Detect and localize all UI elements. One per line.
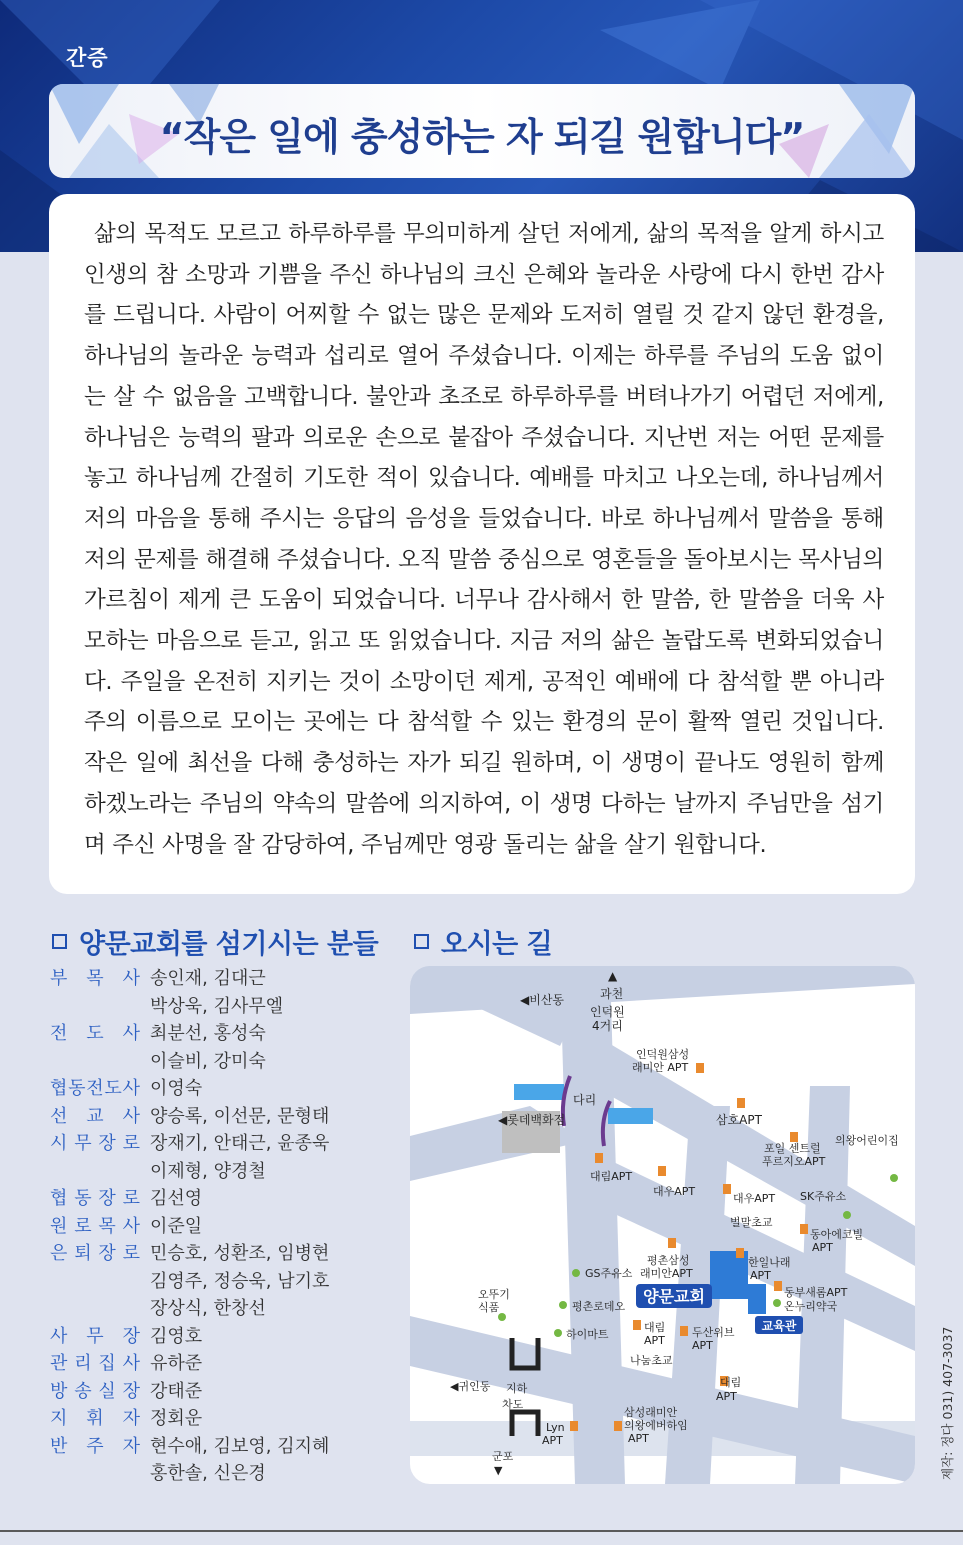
label-onnuri: 온누리약국 <box>784 1300 838 1313</box>
staff-row <box>50 1295 390 1323</box>
staff-role <box>50 1295 140 1323</box>
staff-role-char: 부 <box>50 968 68 989</box>
staff-names: 최분선, 홍성숙 <box>150 1023 266 1044</box>
staff-role-char: 방 <box>50 1380 68 1402</box>
staff-role-char: 지 <box>50 1408 68 1429</box>
staff-role-char: 동 <box>74 1188 92 1209</box>
label-foil-2: 푸르지오APT <box>762 1155 826 1168</box>
label-samho: 삼호APT <box>716 1113 762 1127</box>
label-pyeongchon-samsung-2: 래미안APT <box>640 1267 693 1280</box>
label-lyn: Lyn <box>546 1421 565 1434</box>
staff-role-char: 협 <box>50 1078 68 1099</box>
staff-row <box>50 1103 390 1131</box>
staff-heading <box>52 922 378 961</box>
staff-role-char: 사 <box>122 1353 140 1374</box>
staff-role <box>50 1185 140 1213</box>
staff-role-char: 원 <box>50 1215 68 1237</box>
staff-role <box>50 1405 140 1433</box>
staff-role <box>50 1158 140 1186</box>
label-gwacheon-arrow: ▲ <box>608 969 618 983</box>
staff-names: 민승호, 성환조, 임병현 <box>150 1243 330 1264</box>
staff-row <box>50 1075 390 1103</box>
staff-role <box>50 1433 140 1461</box>
staff-names: 강태준 <box>150 1380 203 1402</box>
label-gwiindong: ◀귀인동 <box>450 1380 491 1393</box>
staff-names: 김선영 <box>150 1188 203 1209</box>
staff-role-char: 리 <box>74 1353 92 1374</box>
staff-names: 이준일 <box>150 1215 203 1237</box>
staff-row <box>50 1240 390 1268</box>
label-daelim-1: 대림APT <box>590 1170 633 1183</box>
testimony-text: 삶의 목적도 모르고 하루하루를 무의미하게 살던 저에게, 삶의 목적을 알게 하시고 인생의 참 소망과 기쁨을 주신 하나님의 크신 은혜와 놀라운 사랑에 다시 한번 감사를 드립니다. 사람이 어찌할 수 없는 많은 문제와 도저히 열릴 것 같지 않던 환경을, 하나님의 놀라운 능력과 섭리로 열어 주셨습니다. 이제는 하루를 주님의 도움 없이는 살 수 없음을 고백합니다. 불안과 초조로 하루하루를 버텨나가기 어렵던 저에게, 하나님은 능력의 팔과 의로운 손으로 붙잡아 주셨습니다. 지난번 저는 어떤 문제를 놓고 하나님께 간절히 기도한 적이 있습니다. 예배를 마치고 나오는데, 하나님께서 저의 마음을 통해 주시는 응답의 음성을 들었습니다. 바로 하나님께서 말씀을 통해 저의 문제를 해결해 주셨습니다. 오직 말씀 중심으로 영혼들을 돌아보시는 목사님의 가르침이 제게 큰 도움이 되었습니다. 너무나 감사해서 한 말씀, 한 말씀을 더욱 사모하는 마음으로 듣고, 읽고 또 읽었습니다. 지금 저의 삶은 놀랍도록 변화되었습니다. 주일을 온전히 지키는 것이 소망이던 제게, 공적인 예배에 다 참석할 뿐 아니라 주의 이름으로 모이는 곳에는 다 참석할 수 있는 환경의 문이 활짝 열린 것입니다. 작은 일에 최선을 다해 충성하는 자가 되길 원하며, 이 생명이 끝나도 영원히 함께 하겠노라는 주님의 약속의 말씀에 의지하여, 이 생명 다하는 날까지 주님만을 섬기며 주신 사명을 잘 감당하여, 주님께만 영광 돌리는 삶을 살기 원합니다. <box>84 221 884 858</box>
label-bisandong: ◀비산동 <box>520 993 565 1007</box>
directions-heading <box>414 922 552 961</box>
education-label: 교육관 <box>761 1319 797 1333</box>
staff-role-char: 사 <box>122 1105 140 1127</box>
staff-names: 현수애, 김보영, 김지혜 <box>150 1435 330 1457</box>
label-pyeongchon-rodeo: 평촌로데오 <box>572 1300 626 1313</box>
label-indeogwon: 인덕원 <box>590 1005 625 1019</box>
staff-role <box>50 1460 140 1488</box>
staff-role-char: 전 <box>86 1078 104 1099</box>
label-daelim-3: 대림 <box>720 1376 742 1389</box>
label-hanil-2: APT <box>750 1269 771 1282</box>
square-bullet-icon <box>414 934 429 949</box>
staff-row <box>50 1350 390 1378</box>
staff-role-char: 집 <box>98 1353 116 1374</box>
staff-role <box>50 1020 140 1048</box>
staff-heading-text: 양문교회를 섬기시는 분들 <box>79 929 379 960</box>
staff-role-char: 자 <box>122 1435 140 1457</box>
label-underpass-2: 차도 <box>502 1398 524 1411</box>
staff-role-char: 로 <box>122 1133 140 1154</box>
label-doosan: 두산위브 <box>692 1326 735 1339</box>
staff-role-char: 동 <box>68 1078 86 1099</box>
staff-role-char: 도 <box>104 1078 122 1099</box>
staff-names: 장상식, 한창선 <box>150 1298 266 1319</box>
staff-role-char: 관 <box>50 1353 68 1374</box>
label-sk: SK주유소 <box>800 1190 847 1203</box>
label-daelim-2b: APT <box>644 1334 665 1347</box>
label-samsung-uiwang-2: 의왕에버하임 <box>624 1419 688 1432</box>
label-gwacheon: 과천 <box>600 987 624 1001</box>
label-beolmal: 벌말초교 <box>730 1216 773 1229</box>
staff-role-char: 장 <box>98 1188 116 1209</box>
staff-role-char: 주 <box>86 1435 104 1457</box>
testimony-card <box>49 194 915 894</box>
staff-role <box>50 1323 140 1351</box>
staff-names: 김영주, 정승욱, 남기호 <box>150 1270 330 1292</box>
staff-names: 장재기, 안태근, 윤종욱 <box>150 1133 330 1154</box>
label-ottogi-2: 식품 <box>478 1301 500 1314</box>
staff-role-char: 로 <box>74 1215 92 1237</box>
staff-role-char: 장 <box>122 1325 140 1347</box>
stream <box>514 1084 564 1100</box>
label-foil: 포일 센트럴 <box>764 1142 821 1155</box>
label-doosan-2: APT <box>692 1339 713 1352</box>
credit-text: 제작: 정다 031) 407-3037 <box>940 1326 955 1480</box>
staff-role-char: 도 <box>86 1023 104 1044</box>
section-tag: 간증 <box>66 46 109 70</box>
label-daewoo-1: 대우APT <box>653 1185 696 1198</box>
directions-heading-text: 오시는 길 <box>441 929 553 960</box>
staff-role <box>50 1130 140 1158</box>
staff-role <box>50 1350 140 1378</box>
staff-role-char: 무 <box>74 1133 92 1154</box>
staff-role-char: 사 <box>122 1215 140 1237</box>
staff-names: 홍한솔, 신은경 <box>150 1463 266 1484</box>
education-building <box>748 1284 766 1314</box>
label-lotte: ◀롯데백화점 <box>498 1113 566 1127</box>
staff-role-char: 전 <box>50 1023 68 1044</box>
label-indeogwon-2: 4거리 <box>592 1019 623 1033</box>
staff-role-char: 은 <box>50 1243 68 1264</box>
staff-role-char: 시 <box>50 1133 68 1154</box>
label-himart: 하이마트 <box>566 1328 609 1341</box>
staff-names: 정회운 <box>150 1408 203 1429</box>
label-naneum: 나눔초교 <box>630 1354 673 1367</box>
staff-role-char: 장 <box>122 1380 140 1402</box>
staff-role <box>50 1268 140 1296</box>
staff-row <box>50 1323 390 1351</box>
staff-role-char: 송 <box>74 1380 92 1402</box>
staff-role <box>50 1378 140 1406</box>
staff-row <box>50 1130 390 1158</box>
label-samsung-uiwang-3: APT <box>628 1432 649 1445</box>
staff-role <box>50 1103 140 1131</box>
staff-row <box>50 1405 390 1433</box>
staff-names: 박상욱, 김사무엘 <box>150 995 284 1017</box>
label-bridge: 다리 <box>573 1093 597 1107</box>
staff-role-char: 자 <box>122 1408 140 1429</box>
staff-role-char: 교 <box>86 1105 104 1127</box>
label-ottogi: 오뚜기 <box>478 1288 510 1301</box>
staff-row <box>50 1048 390 1076</box>
staff-role <box>50 1240 140 1268</box>
staff-role-char: 협 <box>50 1188 68 1209</box>
label-gunpo-arrow: ▼ <box>494 1464 503 1477</box>
staff-role-char: 사 <box>50 1325 68 1347</box>
staff-role-char: 선 <box>50 1105 68 1127</box>
church-label: 양문교회 <box>643 1287 705 1306</box>
staff-list <box>50 965 390 1488</box>
staff-role-char: 휘 <box>86 1408 104 1429</box>
label-gunpo: 군포 <box>492 1450 514 1463</box>
staff-role <box>50 1075 140 1103</box>
page-title: “작은 일에 충성하는 자 되길 원합니다” <box>159 115 805 159</box>
staff-role <box>50 1048 140 1076</box>
label-samsung-uiwang: 삼성래미안 <box>624 1406 678 1419</box>
staff-role-char: 사 <box>122 1078 140 1099</box>
label-underpass: 지하 <box>506 1382 528 1395</box>
staff-role <box>50 965 140 993</box>
staff-row <box>50 1158 390 1186</box>
staff-role-char: 반 <box>50 1435 68 1457</box>
label-daelim-3b: APT <box>716 1390 737 1403</box>
directions-map <box>410 966 915 1484</box>
label-uiwang-park: 의왕어린이집 <box>835 1134 899 1147</box>
label-indeogwon-samsung-2: 래미안 APT <box>632 1061 689 1074</box>
stream <box>608 1108 653 1124</box>
staff-names: 김영호 <box>150 1325 203 1347</box>
staff-names: 양승록, 이선문, 문형태 <box>150 1105 330 1127</box>
staff-names: 유하준 <box>150 1353 203 1374</box>
staff-role-char: 사 <box>122 1023 140 1044</box>
staff-role-char: 퇴 <box>74 1243 92 1264</box>
staff-role-char: 장 <box>98 1133 116 1154</box>
title-banner <box>49 84 915 178</box>
bottom-rule <box>0 1530 963 1532</box>
staff-role-char: 무 <box>86 1325 104 1347</box>
label-gs: GS주유소 <box>585 1267 633 1280</box>
staff-row <box>50 1213 390 1241</box>
staff-role-char: 실 <box>98 1380 116 1402</box>
staff-role-char: 장 <box>98 1243 116 1264</box>
staff-row <box>50 1433 390 1461</box>
label-indeogwon-samsung: 인덕원삼성 <box>636 1048 690 1061</box>
staff-names: 이제형, 양경철 <box>150 1160 266 1182</box>
label-lyn-2: APT <box>542 1434 563 1447</box>
staff-role-char: 로 <box>122 1188 140 1209</box>
label-hanil: 한일나래 <box>748 1256 791 1269</box>
staff-role-char: 로 <box>122 1243 140 1264</box>
staff-role <box>50 993 140 1021</box>
staff-row <box>50 993 390 1021</box>
label-daelim-2: 대림 <box>644 1321 666 1334</box>
staff-role-char: 목 <box>98 1215 116 1237</box>
label-pyeongchon-samsung: 평촌삼성 <box>647 1254 690 1267</box>
staff-row <box>50 1020 390 1048</box>
staff-names: 이영숙 <box>150 1078 203 1099</box>
staff-role-char: 사 <box>122 968 140 989</box>
square-bullet-icon <box>52 934 67 949</box>
label-dongbu: 동부새롬APT <box>784 1286 848 1299</box>
staff-role <box>50 1213 140 1241</box>
staff-row <box>50 965 390 993</box>
staff-names: 송인재, 김대근 <box>150 968 266 989</box>
label-donga: 동아에코빌 <box>810 1228 864 1241</box>
label-daewoo-2: 대우APT <box>733 1192 776 1205</box>
map-graphic <box>410 966 915 1484</box>
staff-role-char: 목 <box>86 968 104 989</box>
staff-row <box>50 1378 390 1406</box>
staff-row <box>50 1460 390 1488</box>
staff-row <box>50 1185 390 1213</box>
staff-names: 이슬비, 강미숙 <box>150 1050 266 1072</box>
label-donga-2: APT <box>812 1241 833 1254</box>
staff-row <box>50 1268 390 1296</box>
church-building <box>710 1251 748 1299</box>
